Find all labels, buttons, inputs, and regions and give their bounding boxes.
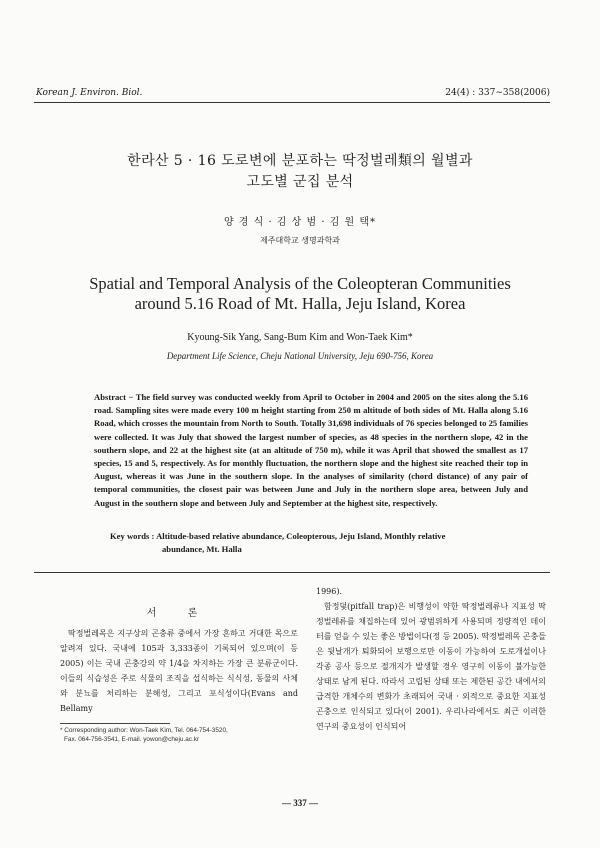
- left-column-text: 딱정벌레목은 지구상의 곤충류 중에서 가장 흔하고 거대한 목으로 알려져 있다. 국내에 105과 3,333종이 기록되어 있으며(이 등 2005) 이는 국내 곤충강의 약 1/4을 차지하는 가장 큰 분류군이다. 이들의 식습성은 주로 식물의 조직을 섭식하는 식식성, 동물의 사체와 분뇨를 처리하는 분해성, 그리고 포식성이다(Evans and Bellamy: [60, 629, 298, 713]
- footnote-line2: Fax. 064-756-3541, E-mail. yowon@cheju.ac.kr: [64, 736, 200, 743]
- footnote-rule: [60, 723, 170, 724]
- korean-title: [0, 151, 600, 193]
- english-affiliation: Department Life Science, Cheju National University, Jeju 690-756, Korea: [166, 351, 434, 361]
- page-number: — 337 —: [282, 798, 318, 808]
- section-title: 서 론: [146, 608, 212, 619]
- korean-title-line1: 한라산 5 · 16 도로변에 분포하는 딱정벌레類의 월별과: [127, 153, 473, 169]
- english-title-line2: around 5.16 Road of Mt. Halla, Jeju Island, Korea: [134, 294, 466, 313]
- abstract: Abstract − The field survey was conducted weekly from April to October in 2004 and 2005 on the sites along the 5.16 road. Sampling sites were made every 100 m height starting from 250 m altitude of both sides of Mt. Halla along 5.16 Road, which crosses the mountain from North to South. Totally 31,698 individuals of 76 species belonged to 25 families were collected. It was July that showed the largest number of species, as 48 species in the northern slope, 42 in the southern slope, and 22 at the highest site (at an altitude of 750 m), while it was April that showed the smallest as 17 species, 15 and 5, respectively. As for monthly fluctuation, the northern slope and the highest site reached their top in August, whereas it was June in the southern slope. In the analyses of similarity (chord distance) of any pair of temporal communities, the closest pair was between June and July in the northern slope area, between July and August in the southern slope and between July and September at the highest site, respectively.: [94, 392, 528, 508]
- header-rule: [34, 102, 550, 103]
- volume-info: 24(4) : 337∼358(2006): [445, 88, 550, 98]
- body-rule: [34, 572, 550, 573]
- korean-title-line2: 고도별 군집 분석: [246, 174, 354, 190]
- english-title: [0, 274, 600, 314]
- right-column: [316, 584, 546, 734]
- keywords-line1: Altitude-based relative abundance, Coleopterous, Jeju Island, Monthly relative: [156, 531, 446, 541]
- footnote: [60, 726, 300, 744]
- right-column-continuation: 1996).: [316, 587, 343, 596]
- footnote-line1: * Corresponding author: Won-Taek Kim, Tel. 064-754-3520,: [60, 727, 228, 734]
- korean-authors: 양 경 식 · 김 상 범 · 김 원 택*: [223, 217, 377, 228]
- keywords-line2: abundance, Mt. Halla: [162, 544, 242, 555]
- running-header: [36, 88, 550, 98]
- korean-affiliation: 제주대학교 생명과학과: [260, 236, 340, 245]
- right-column-paragraph: 함정덫(pitfall trap)은 비행성이 약한 딱정벌레류나 지표성 딱정벌레류를 채집하는데 있어 광범위하게 사용되며 정량적인 데이터를 얻을 수 있는 좋은 방법이다(정 등 2005). 딱정벌레목 곤충들은 뒷날개가 퇴화되어 보행으로만 이동이 가능하여 도로개설이나 각종 공사 등으로 절개지가 발생할 경우 영구히 이동이 불가능한 상태로 남게 된다. 따라서 고립된 상태 또는 제한된 공간 내에서의 급격한 개체수의 변화가 초래되어 국내 · 외적으로 중요한 지표성 곤충으로 인식되고 있다(이 2001). 우리나라에서도 최근 이러한 연구의 중요성이 인식되어: [316, 602, 546, 731]
- journal-name: Korean J. Environ. Biol.: [36, 88, 143, 98]
- english-authors: Kyoung-Sik Yang, Sang-Bum Kim and Won-Taek Kim*: [187, 332, 413, 343]
- keywords-label: Key words :: [110, 531, 155, 541]
- keywords: [110, 530, 540, 556]
- english-title-line1: Spatial and Temporal Analysis of the Coleopteran Communities: [89, 274, 511, 293]
